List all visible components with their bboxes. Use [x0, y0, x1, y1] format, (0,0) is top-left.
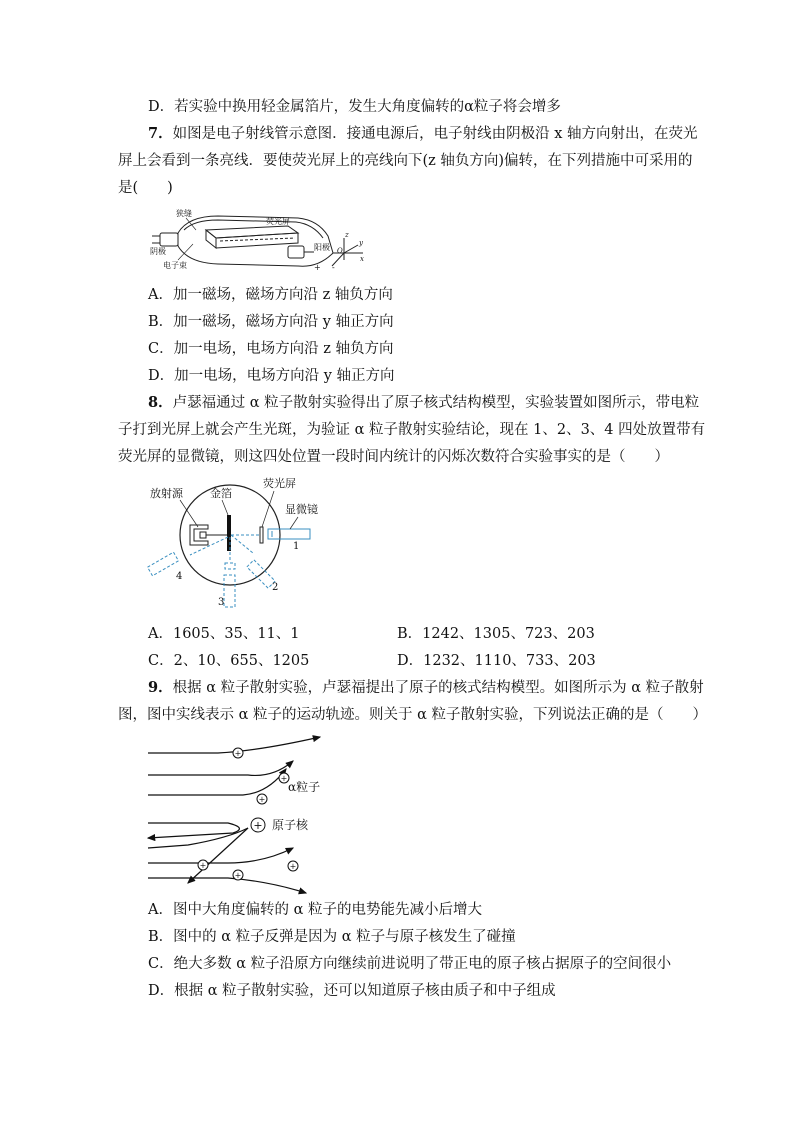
q9-number: 9．: [148, 679, 173, 696]
q8-label-foil: 金箔: [210, 487, 232, 500]
q7-label-cathode: 阴极: [150, 247, 166, 256]
q8-option-a: A．1605、35、11、1: [148, 626, 300, 642]
q9-stem-line2: 图，图中实线表示 α 粒子的运动轨迹。则关于 α 粒子散射实验，下列说法正确的是（ ）: [118, 707, 708, 723]
q7-option-a: A．加一磁场，磁场方向沿 z 轴负方向: [148, 287, 393, 303]
q7-stem-line2: 屏上会看到一条亮线．要使荧光屏上的亮线向下(z 轴负方向)偏转，在下列措施中可采用的: [118, 153, 693, 169]
q9-plus-4: +: [199, 861, 207, 870]
q8-label-source: 放射源: [150, 487, 183, 500]
q8-position-3: 3: [218, 597, 225, 608]
q9-label-nucleus: 原子核: [272, 818, 309, 832]
q8-option-b: B．1242、1305、723、203: [397, 626, 595, 642]
q9-stem-line1: [148, 678, 704, 698]
q9-option-a: A．图中大角度偏转的 α 粒子的电势能先减小后增大: [148, 902, 482, 918]
q9-label-alpha: α粒子: [288, 780, 321, 794]
q7-text-1: 如图是电子射线管示意图．接通电源后，电子射线由阴极沿 x 轴方向射出，在荧光: [172, 126, 698, 142]
q8-stem-line1: [148, 393, 699, 413]
q8-stem-line2: 子打到光屏上就会产生光斑，为验证 α 粒子散射实验结论，现在 1、2、3、4 四处放置带有: [118, 422, 706, 438]
q7-label-screen: 荧光屏: [266, 217, 290, 226]
q7-label-beam: 电子束: [163, 261, 187, 270]
q9-plus-2: +: [280, 774, 288, 783]
q7-axis-z: z: [345, 231, 349, 239]
q9-text-1: 根据 α 粒子散射实验，卢瑟福提出了原子的核式结构模型。如图所示为 α 粒子散射: [172, 680, 704, 696]
q9-figure-trajectories: [148, 733, 348, 893]
q8-position-2: 2: [272, 582, 279, 593]
q7-plus: +: [314, 263, 321, 272]
q7-option-d: D．加一电场，电场方向沿 y 轴正方向: [148, 368, 395, 384]
q7-axis-y: y: [359, 239, 363, 247]
q9-plus-6: +: [289, 862, 297, 871]
q7-stem-line1: [148, 124, 698, 144]
q7-label-anode: 阳极: [314, 243, 330, 252]
q7-axis-x: x: [360, 255, 364, 263]
q9-plus-1: +: [234, 749, 242, 758]
q6-option-d: D．若实验中换用轻金属箔片，发生大角度偏转的α粒子将会增多: [148, 99, 561, 115]
q8-text-1: 卢瑟福通过 α 粒子散射实验得出了原子核式结构模型，实验装置如图所示，带电粒: [172, 395, 700, 411]
q7-figure-electron-tube: [148, 208, 368, 273]
q7-origin: O: [337, 247, 343, 255]
q9-plus-3: +: [258, 795, 266, 804]
q7-option-c: C．加一电场，电场方向沿 z 轴负方向: [148, 341, 394, 357]
q7-minus: -: [332, 263, 335, 272]
q8-number: 8．: [148, 394, 173, 411]
q7-stem-line3: 是( ): [118, 180, 173, 196]
q9-option-d: D．根据 α 粒子散射实验，还可以知道原子核由质子和中子组成: [148, 983, 556, 999]
q8-label-microscope: 显微镜: [285, 503, 318, 516]
q7-option-b: B．加一磁场，磁场方向沿 y 轴正方向: [148, 314, 394, 330]
q9-plus-5: +: [234, 871, 242, 880]
q8-option-d: D．1232、1110、733、203: [397, 653, 596, 669]
q8-stem-line3: 荧光屏的显微镜，则这四处位置一段时间内统计的闪烁次数符合实验事实的是（ ）: [118, 449, 669, 465]
q7-number: 7．: [148, 125, 173, 142]
q9-option-c: C．绝大多数 α 粒子沿原方向继续前进说明了带正电的原子核占据原子的空间很小: [148, 956, 672, 972]
q8-label-screen: 荧光屏: [263, 477, 296, 490]
q7-label-slit: 狭缝: [176, 209, 192, 218]
q8-figure-scattering-setup: [148, 475, 348, 615]
q8-position-4: 4: [176, 571, 183, 582]
q8-position-1: 1: [293, 541, 300, 552]
q9-option-b: B．图中的 α 粒子反弹是因为 α 粒子与原子核发生了碰撞: [148, 929, 516, 945]
q8-option-c: C．2、10、655、1205: [148, 653, 310, 669]
q9-plus-nucleus: +: [253, 819, 263, 832]
